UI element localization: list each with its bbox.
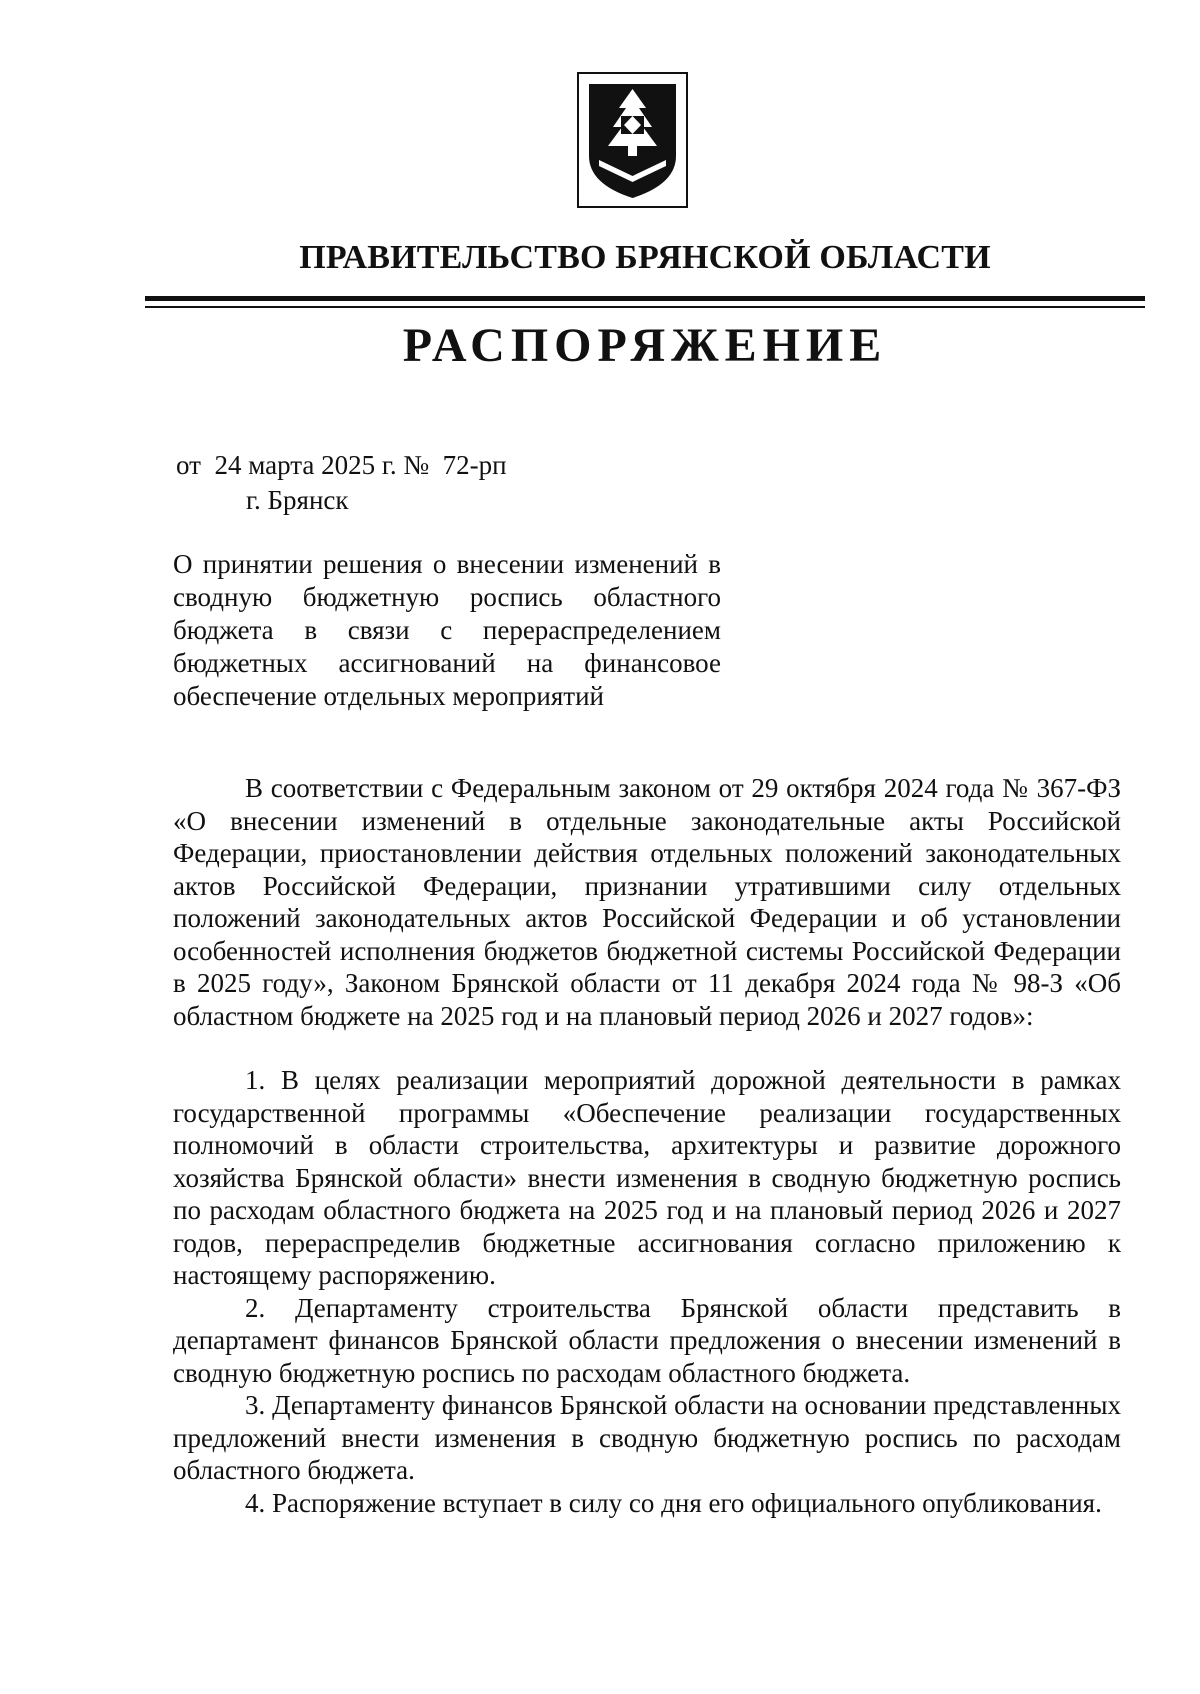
document-subject: О принятии решения о внесении изменений в сводную бюджетную роспись областного бюджета в связи с перераспределением бюджетных ассигнований на финансовое обеспечение отдельных мероприятий: [173, 549, 721, 711]
point-3: 3. Департаменту финансов Брянской области на основании представленных предложений внести изменения в сводную бюджетную роспись по расходам областного бюджета.: [173, 1390, 1121, 1485]
city-line: г. Брянск: [246, 485, 349, 515]
point-1: 1. В целях реализации мероприятий дорожной деятельности в рамках государственной программы «Обеспечение реализации государственных полномочий в области строительства, архитектуры и развитие дорожного хозяйства Брянской области» внести изменения в сводную бюджетную роспись по расходам областного бюджета на 2025 год и на плановый период 2026 и 2027 годов, перераспределив бюджетные ассигнования согласно приложению к настоящему распоряжению.: [173, 1065, 1121, 1290]
document-body: [173, 772, 1121, 1519]
preamble-paragraph: В соответствии с Федеральным законом от 29 октября 2024 года № 367-ФЗ «О внесении изменений в отдельные законодательные акты Российской Федерации, приостановлении действия отдельных положений законодательных актов Российской Федерации, признании утратившими силу отдельных положений законодательных актов Российской Федерации и об установлении особенностей исполнения бюджетов бюджетной системы Российской Федерации в 2025 году», Законом Брянской области от 11 декабря 2024 года № 98-З «Об областном бюджете на 2025 год и на плановый период 2026 и 2027 годов»:: [173, 773, 1121, 1031]
coat-of-arms-icon: [577, 72, 688, 208]
point-4: 4. Распоряжение вступает в силу со дня его официального опубликования.: [245, 1487, 1102, 1518]
government-title: ПРАВИТЕЛЬСТВО БРЯНСКОЙ ОБЛАСТИ: [299, 239, 991, 276]
document-type-title: РАСПОРЯЖЕНИЕ: [402, 319, 888, 372]
point-2: 2. Департаменту строительства Брянской области представить в департамент финансов Брянской области предложения о внесении изменений в сводную бюджетную роспись по расходам областного бюджета.: [173, 1292, 1121, 1388]
header-rule-thick: [145, 296, 1145, 301]
date-number-line: от 24 марта 2025 г. № 72-рп: [176, 450, 507, 480]
header-rule-thin: [145, 306, 1145, 308]
